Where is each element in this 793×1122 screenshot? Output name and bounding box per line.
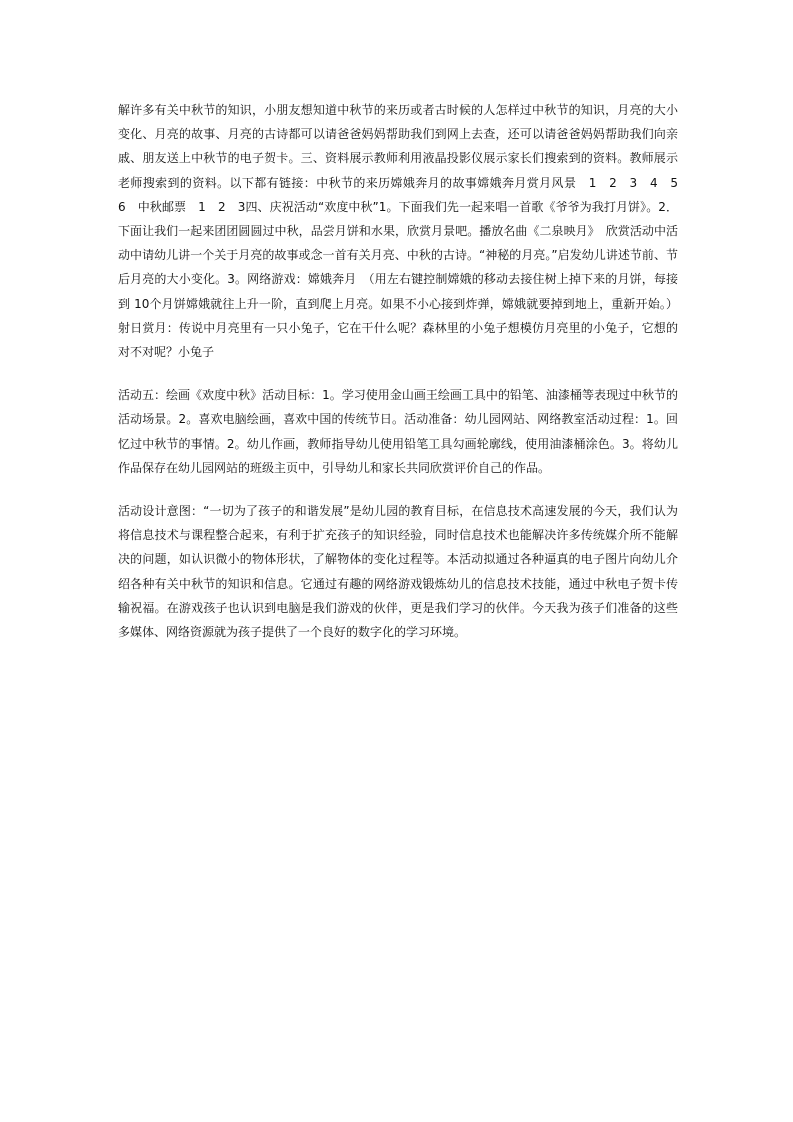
paragraph-design-intent: 活动设计意图：“一切为了孩子的和谐发展”是幼儿园的教育目标，在信息技术高速发展的今天，我们认为将信息技术与课程整合起来，有利于扩充孩子的知识经验，同时信息技术也能解决许多传统媒介所不能解决的问题，如认识微小的物体形状，了解物体的变化过程等。本活动拟通过各种逼真的电子图片向幼儿介绍各种有关中秋节的知识和信息。它通过有趣的网络游戏锻炼幼儿的信息技术技能，通过中秋电子贺卡传输祝福。在游戏孩子也认识到电脑是我们游戏的伙伴，更是我们学习的伙伴。今天我为孩子们准备的这些多媒体、网络资源就为孩子提供了一个良好的数字化的学习环境。 bbox=[118, 504, 678, 640]
paragraph-activity-five-drawing: 活动五：绘画《欢度中秋》活动目标：1。学习使用金山画王绘画工具中的铅笔、油漆桶等表现过中秋节的活动场景。2。喜欢电脑绘画，喜欢中国的传统节日。活动准备：幼儿园网站、网络教室活动过程：1。回忆过中秋节的事情。2。幼儿作画，教师指导幼儿使用铅笔工具勾画轮廓线，使用油漆桶涂色。3。将幼儿作品保存在幼儿园网站的班级主页中，引导幼儿和家长共同欣赏评价自己的作品。 bbox=[118, 388, 678, 475]
paragraph-mid-autumn-activities: 解许多有关中秋节的知识，小朋友想知道中秋节的来历或者古时候的人怎样过中秋节的知识，月亮的大小变化、月亮的故事、月亮的古诗都可以请爸爸妈妈帮助我们到网上去查，还可以请爸爸妈妈帮助我们向亲戚、朋友送上中秋节的电子贺卡。三、资料展示教师利用液晶投影仪展示家长们搜索到的资料。教师展示老师搜索到的资料。以下都有链接：中秋节的来历嫦娥奔月的故事嫦娥奔月赏月风景 1 2 3 4 5 6 中秋邮票 1 2 3四、庆祝活动“欢度中秋”1。下面我们先一起来唱一首歌《爷爷为我打月饼》。2．下面让我们一起来团团圆圆过中秋，品尝月饼和水果，欣赏月景吧。播放名曲《二泉映月》 欣赏活动中活动中请幼儿讲一个关于月亮的故事或念一首有关月亮、中秋的古诗。“神秘的月亮。”启发幼儿讲述节前、节后月亮的大小变化。3。网络游戏：嫦娥奔月 （用左右键控制嫦娥的移动去接住树上掉下来的月饼，每接到 10个月饼嫦娥就往上升一阶，直到爬上月亮。如果不小心接到炸弹，嫦娥就要掉到地上，重新开始。）射日赏月：传说中月亮里有一只小兔子，它在干什么呢？森林里的小兔子想模仿月亮里的小兔子，它想的对不对呢？小兔子 bbox=[118, 103, 691, 360]
document-body bbox=[118, 98, 691, 644]
